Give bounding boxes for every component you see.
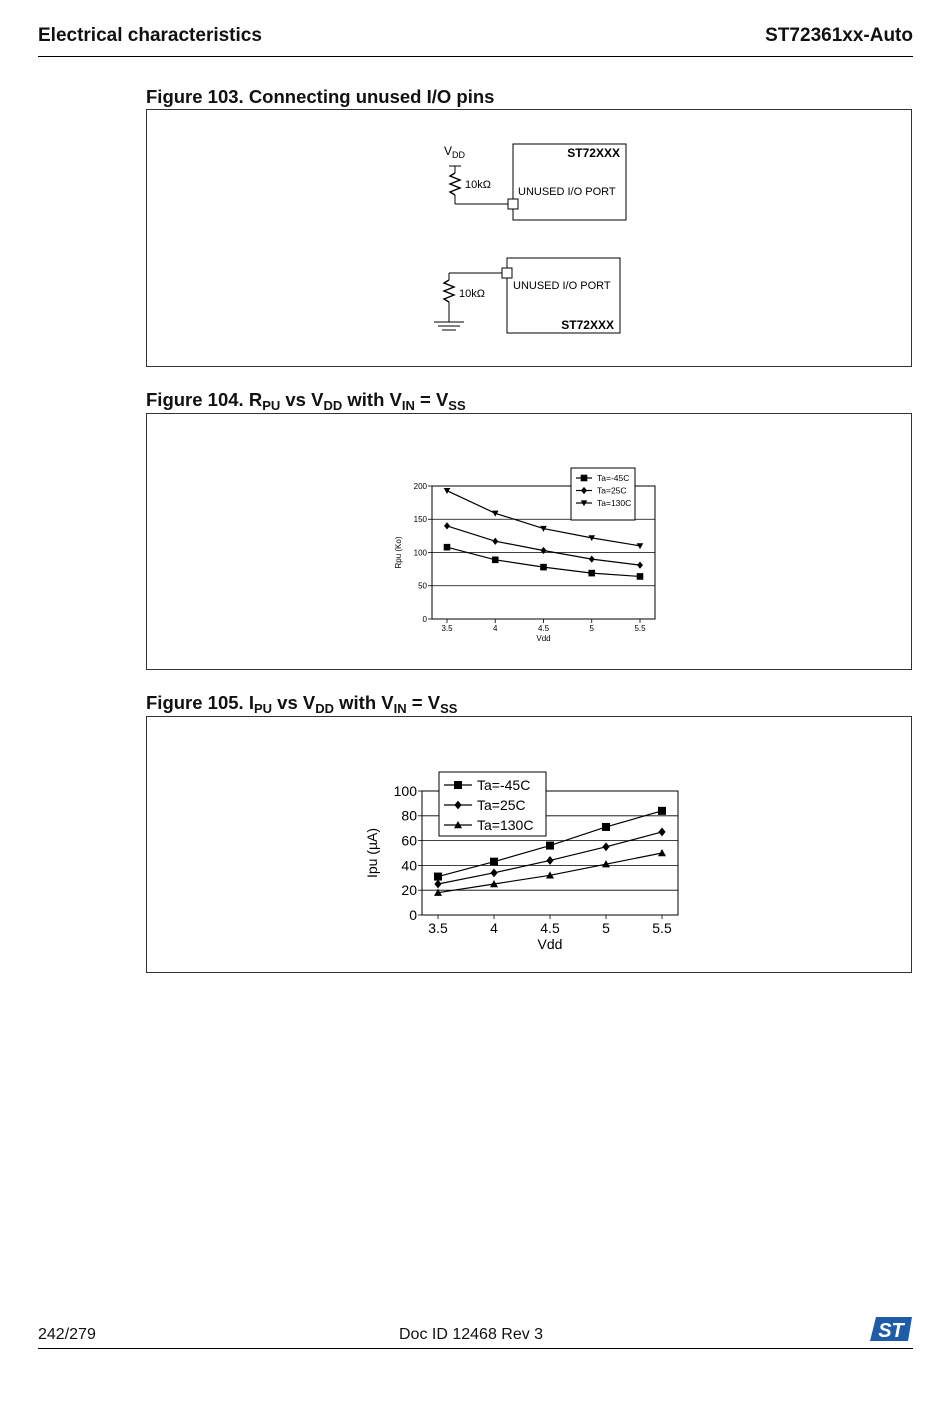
- x-tick-label: 4: [490, 920, 498, 936]
- data-point-triangle-down: [637, 543, 644, 549]
- figure-103-box: [146, 109, 912, 367]
- x-tick-label: 5: [602, 920, 610, 936]
- legend-label: Ta=25C: [597, 485, 627, 496]
- x-tick-label: 4.5: [540, 920, 560, 936]
- rpu-chart: [147, 414, 913, 671]
- legend-label: Ta=130C: [597, 497, 632, 508]
- y-tick-label: 20: [401, 882, 417, 899]
- y-tick-label: 60: [401, 832, 417, 849]
- chip-name: ST72XXX: [561, 318, 614, 332]
- data-point-square: [637, 573, 644, 580]
- unused-io-diagram: [147, 110, 913, 368]
- data-point-diamond: [492, 538, 498, 545]
- resistor-value: 10kΩ: [465, 179, 491, 191]
- y-tick-label: 80: [401, 807, 417, 824]
- svg-text:ST: ST: [878, 1320, 904, 1342]
- data-point-square: [454, 781, 462, 789]
- x-axis-label: Vdd: [536, 634, 551, 643]
- vdd-label: $V_{DD}$: [444, 144, 466, 160]
- resistor-icon: [450, 173, 460, 195]
- section-title: Electrical characteristics: [38, 25, 262, 46]
- data-point-diamond: [602, 842, 609, 851]
- data-point-diamond: [541, 547, 547, 554]
- data-point-square: [602, 823, 610, 831]
- figure-105-box: [146, 716, 912, 973]
- pin-square: [508, 199, 518, 209]
- ipu-chart: [147, 717, 913, 974]
- x-tick-label: 5: [589, 624, 594, 633]
- legend-label: Ta=-45C: [477, 776, 531, 793]
- x-tick-label: 5.5: [652, 920, 672, 936]
- x-tick-label: 4: [493, 624, 498, 633]
- x-axis-label: Vdd: [537, 936, 563, 952]
- y-tick-label: 50: [418, 581, 427, 591]
- y-tick-label: 150: [413, 515, 427, 525]
- header-rule: [38, 56, 913, 57]
- x-tick-label: 4.5: [537, 624, 550, 633]
- chip-name: ST72XXX: [567, 146, 620, 160]
- data-point-square: [434, 873, 442, 881]
- port-label: UNUSED I/O PORT: [518, 186, 616, 198]
- data-point-diamond: [444, 522, 450, 529]
- figure-103-title: Figure 103. Connecting unused I/O pins: [146, 86, 495, 107]
- figure-104-title: Figure 104. $R_{PU}$ vs $V_{DD}$ with $V_{IN} = V_{SS}$: [146, 389, 466, 413]
- data-point-diamond: [658, 828, 665, 837]
- data-point-triangle-up: [658, 849, 666, 856]
- data-point-square: [588, 570, 595, 577]
- x-tick-label: 5.5: [634, 624, 646, 633]
- doc-id: Doc ID 12468 Rev 3: [399, 1326, 544, 1343]
- y-tick-label: 100: [413, 548, 427, 558]
- pin-square: [502, 268, 512, 278]
- resistor-value: 10kΩ: [459, 288, 485, 300]
- y-axis-label: Rpu (Ko): [394, 536, 403, 569]
- data-point-diamond: [490, 868, 497, 877]
- data-point-square: [581, 475, 588, 482]
- st-logo-icon: [868, 1315, 914, 1343]
- data-point-diamond: [589, 556, 595, 563]
- y-tick-label: 0: [409, 906, 417, 923]
- data-point-square: [540, 564, 547, 571]
- data-point-square: [546, 842, 554, 850]
- port-label: UNUSED I/O PORT: [513, 280, 611, 292]
- figure-105-title: Figure 105. $I_{PU}$ vs $V_{DD}$ with $V_{IN} = V_{SS}$: [146, 692, 458, 716]
- x-tick-label: 3.5: [428, 920, 448, 936]
- data-point-square: [490, 858, 498, 866]
- data-point-triangle-down: [444, 488, 451, 494]
- y-axis-label: Ipu (µA): [364, 827, 380, 879]
- footer-rule: [38, 1348, 913, 1349]
- page-number: 242/279: [38, 1326, 96, 1343]
- data-point-diamond: [637, 562, 643, 569]
- y-tick-label: 100: [393, 782, 417, 799]
- figure-104-box: [146, 413, 912, 670]
- legend-label: Ta=25C: [477, 796, 526, 813]
- legend-label: Ta=-45C: [597, 472, 630, 483]
- y-tick-label: 200: [413, 481, 427, 491]
- data-point-square: [492, 557, 499, 564]
- data-point-diamond: [546, 856, 553, 865]
- resistor-icon: [444, 280, 454, 302]
- data-point-square: [444, 544, 451, 551]
- y-tick-label: 0: [422, 614, 427, 624]
- data-point-diamond: [434, 880, 441, 889]
- data-point-square: [658, 807, 666, 815]
- x-tick-label: 3.5: [441, 624, 453, 633]
- y-tick-label: 40: [401, 857, 417, 874]
- legend-label: Ta=130C: [477, 816, 534, 833]
- document-title: ST72361xx-Auto: [765, 25, 913, 46]
